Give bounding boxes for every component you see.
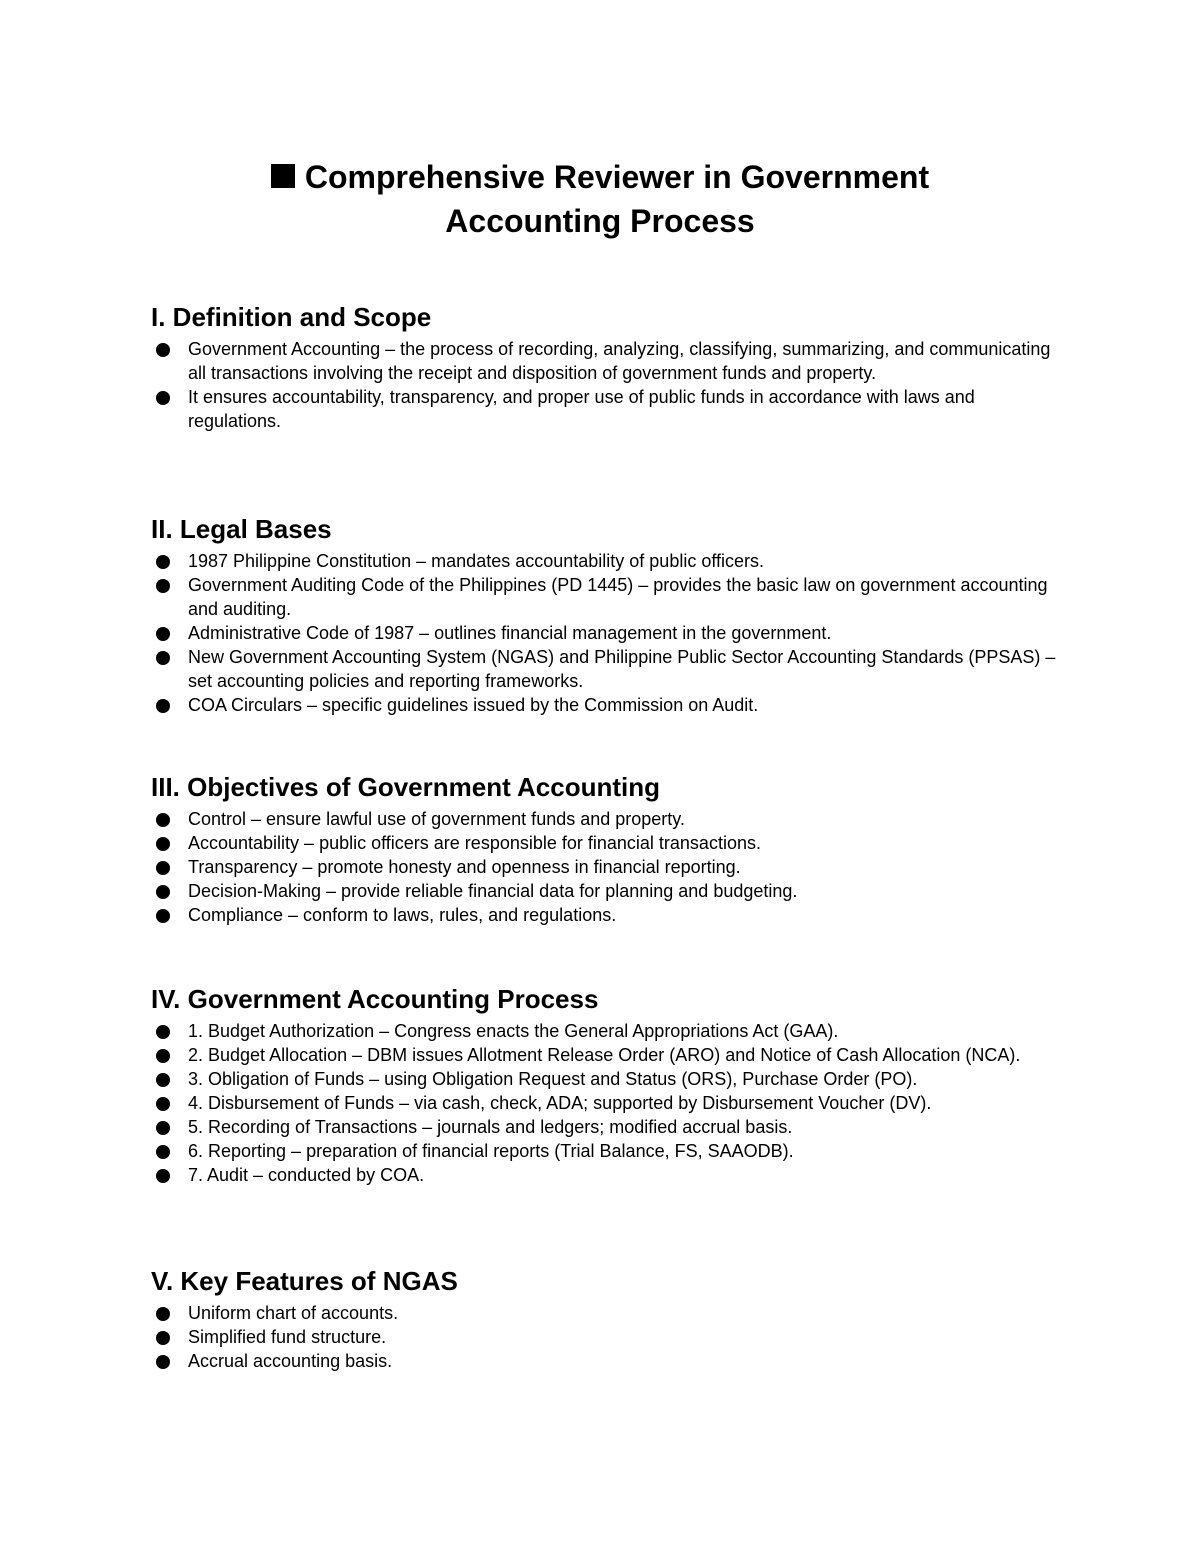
list-item-text: 4. Disbursement of Funds – via cash, check, ADA; supported by Disbursement Voucher (DV). — [188, 1093, 932, 1113]
list-item — [151, 1067, 1061, 1091]
list-item-text: 6. Reporting – preparation of financial reports (Trial Balance, FS, SAAODB). — [188, 1141, 794, 1161]
bullet-icon — [156, 1073, 170, 1087]
list-item-text: It ensures accountability, transparency, and proper use of public funds in accordance with laws and regulations. — [188, 387, 975, 431]
list-item — [151, 645, 1061, 693]
list-item — [151, 1349, 1061, 1373]
section-key-features-ngas — [151, 1265, 1061, 1373]
bullet-icon — [156, 1121, 170, 1135]
list-item — [151, 1301, 1061, 1325]
section-legal-bases — [151, 513, 1061, 717]
list-item-text: Accountability – public officers are responsible for financial transactions. — [188, 833, 761, 853]
list-item-text: Accrual accounting basis. — [188, 1351, 393, 1371]
bullet-icon — [156, 1169, 170, 1183]
list-item — [151, 1139, 1061, 1163]
bullet-icon — [156, 1049, 170, 1063]
list-item-text: 1. Budget Authorization – Congress enacts the General Appropriations Act (GAA). — [188, 1021, 839, 1041]
bullet-icon — [156, 699, 170, 713]
bullet-icon — [156, 1355, 170, 1369]
list-item-text: 3. Obligation of Funds – using Obligation Request and Status (ORS), Purchase Order (PO). — [188, 1069, 918, 1089]
list-item — [151, 831, 1061, 855]
list-item-text: Simplified fund structure. — [188, 1327, 387, 1347]
list-item — [151, 621, 1061, 645]
list-item — [151, 385, 1061, 433]
list-item-text: New Government Accounting System (NGAS) and Philippine Public Sector Accounting Standards (PPSAS) – set accounting policies and reporting frameworks. — [188, 647, 1056, 691]
list-item-text: 2. Budget Allocation – DBM issues Allotment Release Order (ARO) and Notice of Cash Allocation (NCA). — [188, 1045, 1021, 1065]
list-item-text: 5. Recording of Transactions – journals and ledgers; modified accrual basis. — [188, 1117, 793, 1137]
list-item — [151, 337, 1061, 385]
bullet-list — [151, 337, 1061, 433]
list-item — [151, 1115, 1061, 1139]
list-item — [151, 807, 1061, 831]
bullet-list — [151, 549, 1061, 717]
list-item-text: COA Circulars – specific guidelines issued by the Commission on Audit. — [188, 695, 759, 715]
section-heading: V. Key Features of NGAS — [151, 1266, 458, 1296]
section-accounting-process — [151, 983, 1061, 1187]
list-item-text: Government Accounting – the process of recording, analyzing, classifying, summarizing, and communicating all transactions involving the receipt and disposition of government funds and property. — [188, 339, 1051, 383]
bullet-icon — [156, 627, 170, 641]
list-item — [151, 693, 1061, 717]
list-item-text: Decision-Making – provide reliable financial data for planning and budgeting. — [188, 881, 798, 901]
list-item — [151, 1019, 1061, 1043]
section-objectives — [151, 771, 1061, 927]
bullet-icon — [156, 579, 170, 593]
list-item-text: Compliance – conform to laws, rules, and regulations. — [188, 905, 617, 925]
list-item-text: Government Auditing Code of the Philippines (PD 1445) – provides the basic law on government accounting and auditing. — [188, 575, 1048, 619]
list-item-text: Control – ensure lawful use of government funds and property. — [188, 809, 685, 829]
list-item-text: Transparency – promote honesty and openness in financial reporting. — [188, 857, 741, 877]
bullet-icon — [156, 1145, 170, 1159]
list-item — [151, 855, 1061, 879]
list-item-text: Uniform chart of accounts. — [188, 1303, 399, 1323]
bullet-icon — [156, 343, 170, 357]
title-line-2: Accounting Process — [445, 203, 755, 239]
list-item — [151, 1163, 1061, 1187]
section-heading: III. Objectives of Government Accounting — [151, 772, 661, 802]
bullet-icon — [156, 813, 170, 827]
bullet-icon — [156, 1307, 170, 1321]
list-item — [151, 1043, 1061, 1067]
bullet-icon — [156, 1331, 170, 1345]
bullet-list — [151, 1301, 1061, 1373]
bullet-icon — [156, 1097, 170, 1111]
bullet-list — [151, 807, 1061, 927]
list-item — [151, 879, 1061, 903]
bullet-icon — [156, 861, 170, 875]
section-definition-and-scope — [151, 301, 1061, 433]
document-title — [150, 155, 1050, 243]
bullet-icon — [156, 651, 170, 665]
section-heading: IV. Government Accounting Process — [151, 984, 599, 1014]
list-item-text: 1987 Philippine Constitution – mandates accountability of public officers. — [188, 551, 765, 571]
title-line-1: Comprehensive Reviewer in Government — [150, 155, 1050, 199]
list-item — [151, 549, 1061, 573]
bullet-icon — [156, 909, 170, 923]
bullet-icon — [156, 555, 170, 569]
bullet-icon — [156, 1025, 170, 1039]
bullet-icon — [156, 391, 170, 405]
bullet-icon — [156, 837, 170, 851]
section-heading: I. Definition and Scope — [151, 302, 432, 332]
list-item-text: Administrative Code of 1987 – outlines financial management in the government. — [188, 623, 832, 643]
list-item — [151, 1091, 1061, 1115]
list-item — [151, 903, 1061, 927]
list-item — [151, 1325, 1061, 1349]
black-square-icon — [271, 164, 295, 188]
list-item — [151, 573, 1061, 621]
section-heading: II. Legal Bases — [151, 514, 332, 544]
bullet-list — [151, 1019, 1061, 1187]
bullet-icon — [156, 885, 170, 899]
list-item-text: 7. Audit – conducted by COA. — [188, 1165, 425, 1185]
